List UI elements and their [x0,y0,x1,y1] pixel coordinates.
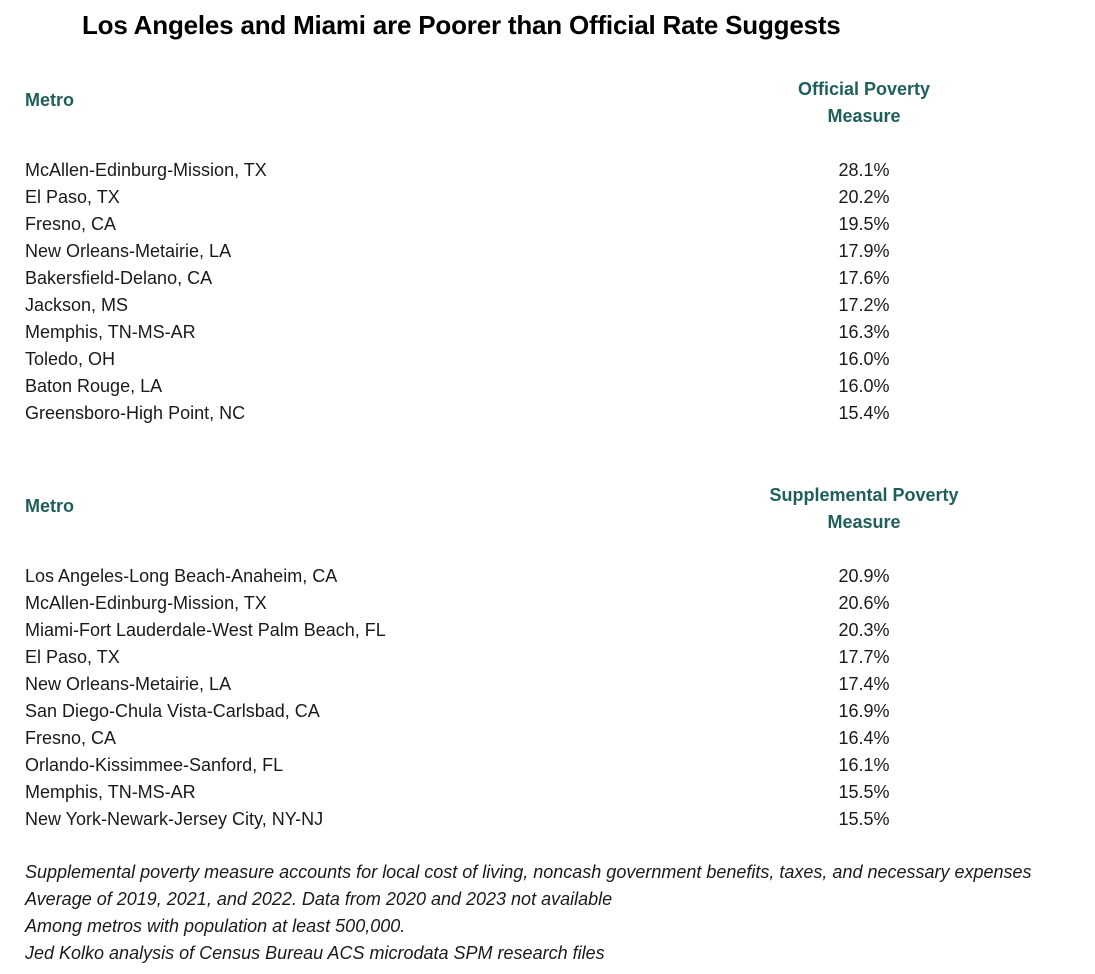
poverty-rate-value: 17.2% [838,295,890,315]
metro-column-header: Metro [25,90,74,110]
table-row [0,779,1095,806]
metro-name: Jackson, MS [25,295,129,315]
metro-name: El Paso, TX [25,647,120,667]
table-row [0,698,1095,725]
table-row [0,725,1095,752]
metro-name: San Diego-Chula Vista-Carlsbad, CA [25,701,320,721]
table-row [0,373,1095,400]
poverty-rate-value: 16.0% [838,376,890,396]
table-row [0,590,1095,617]
footnote: Jed Kolko analysis of Census Bureau ACS microdata SPM research files [25,943,605,963]
poverty-rate-value: 15.5% [838,809,890,829]
metro-name: Fresno, CA [25,214,117,234]
footnote: Among metros with population at least 500,000. [25,916,406,936]
metro-name: New Orleans-Metairie, LA [25,241,232,261]
poverty-rate-value: 20.3% [838,620,890,640]
table-row [0,644,1095,671]
poverty-rate-value: 20.9% [838,566,890,586]
footnote: Average of 2019, 2021, and 2022. Data from 2020 and 2023 not available [25,889,613,909]
table-row [0,806,1095,833]
table-row [0,400,1095,427]
metro-name: Fresno, CA [25,728,117,748]
metro-name: New York-Newark-Jersey City, NY-NJ [25,809,324,829]
table-row [0,184,1095,211]
metro-column-header: Metro [25,496,74,516]
metro-name: Baton Rouge, LA [25,376,163,396]
poverty-rate-value: 15.4% [838,403,890,423]
measure-header-line: Measure [827,512,901,532]
metro-name: Memphis, TN-MS-AR [25,322,196,342]
poverty-rate-value: 15.5% [838,782,890,802]
measure-column-header [744,76,984,130]
table-row [0,238,1095,265]
chart-title: Los Angeles and Miami are Poorer than Official Rate Suggests [82,10,841,40]
table-row [0,563,1095,590]
poverty-rate-value: 17.6% [838,268,890,288]
metro-name: Miami-Fort Lauderdale-West Palm Beach, FL [25,620,386,640]
poverty-rate-value: 19.5% [838,214,890,234]
poverty-rate-value: 28.1% [838,160,890,180]
table-row [0,671,1095,698]
metro-name: Bakersfield-Delano, CA [25,268,213,288]
table-row [0,346,1095,373]
table-row [0,319,1095,346]
footnotes [25,859,1032,967]
metro-name: McAllen-Edinburg-Mission, TX [25,160,267,180]
measure-header-line: Measure [827,106,901,126]
table-row [0,157,1095,184]
footnote: Supplemental poverty measure accounts for local cost of living, noncash government benefits, taxes, and necessary expenses [25,862,1032,882]
poverty-rate-value: 16.9% [838,701,890,721]
metro-name: McAllen-Edinburg-Mission, TX [25,593,267,613]
table-row [0,617,1095,644]
metro-name: Toledo, OH [25,349,116,369]
poverty-rate-value: 17.7% [838,647,890,667]
metro-name: Memphis, TN-MS-AR [25,782,196,802]
measure-column-header [744,482,984,536]
poverty-rate-value: 16.3% [838,322,890,342]
metro-name: El Paso, TX [25,187,120,207]
measure-header-line: Official Poverty [797,79,931,99]
poverty-rate-value: 20.2% [838,187,890,207]
poverty-rate-value: 16.0% [838,349,890,369]
table-row [0,752,1095,779]
poverty-rate-value: 17.4% [838,674,890,694]
table-row [0,211,1095,238]
metro-name: Greensboro-High Point, NC [25,403,246,423]
measure-header-line: Supplemental Poverty [769,485,959,505]
table-row [0,292,1095,319]
table-row [0,265,1095,292]
metro-name: Orlando-Kissimmee-Sanford, FL [25,755,284,775]
poverty-rate-value: 17.9% [838,241,890,261]
metro-name: Los Angeles-Long Beach-Anaheim, CA [25,566,338,586]
poverty-rate-value: 16.1% [838,755,890,775]
metro-name: New Orleans-Metairie, LA [25,674,232,694]
poverty-rate-value: 20.6% [838,593,890,613]
poverty-rate-value: 16.4% [838,728,890,748]
